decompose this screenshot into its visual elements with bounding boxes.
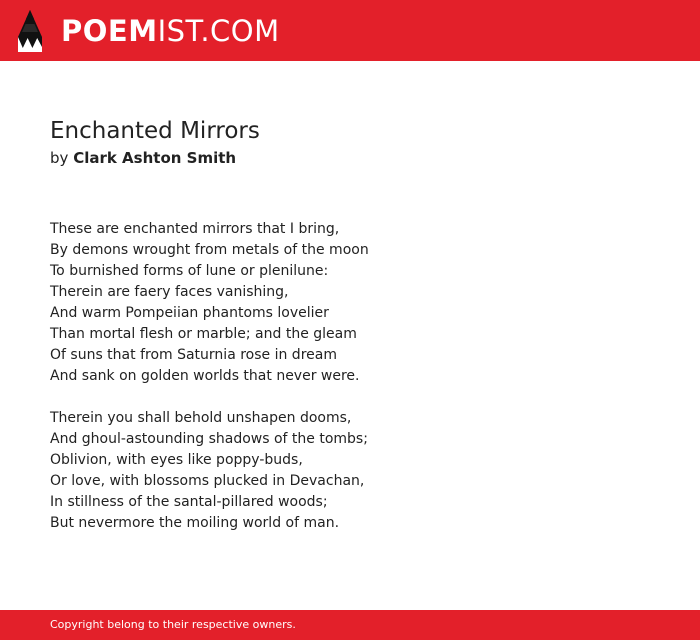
site-footer <box>0 610 700 640</box>
poem-line: Oblivion, with eyes like poppy-buds, <box>50 452 303 468</box>
poem-line: Therein you shall behold unshapen dooms, <box>50 410 352 426</box>
poem-body <box>50 219 650 534</box>
poem-line: These are enchanted mirrors that I bring, <box>50 221 340 237</box>
poem-line: In stillness of the santal-pillared woods; <box>50 494 328 510</box>
stanza <box>50 408 650 534</box>
poem-line: And warm Pompeiian phantoms lovelier <box>50 305 329 321</box>
logo-text-bold: POEM <box>61 14 158 48</box>
poem-line: To burnished forms of lune or plenilune: <box>50 263 329 279</box>
pencil-tip-icon <box>17 9 43 53</box>
poem-line: Of suns that from Saturnia rose in dream <box>50 347 337 363</box>
poem-line: By demons wrought from metals of the moon <box>50 242 369 258</box>
logo-text-light: IST.COM <box>157 14 280 48</box>
poem-line: Or love, with blossoms plucked in Devachan, <box>50 473 365 489</box>
poem-line: And sank on golden worlds that never were. <box>50 368 360 384</box>
stanza <box>50 219 650 387</box>
poem-line: And ghoul-astounding shadows of the tombs; <box>50 431 368 447</box>
site-header <box>0 0 700 61</box>
poem-line: But nevermore the moiling world of man. <box>50 515 340 531</box>
poem-byline <box>50 147 650 169</box>
poem-title: Enchanted Mirrors <box>50 118 260 144</box>
copyright-notice: Copyright belong to their respective owners. <box>50 618 296 631</box>
byline-label: by <box>50 149 69 167</box>
site-logo-link[interactable] <box>17 9 280 53</box>
poem-line: Therein are faery faces vanishing, <box>50 284 289 300</box>
poem-line: Than mortal flesh or marble; and the gleam <box>50 326 357 342</box>
poem-content <box>50 116 650 555</box>
poem-author: Clark Ashton Smith <box>73 149 237 167</box>
site-logo-text <box>61 13 280 49</box>
